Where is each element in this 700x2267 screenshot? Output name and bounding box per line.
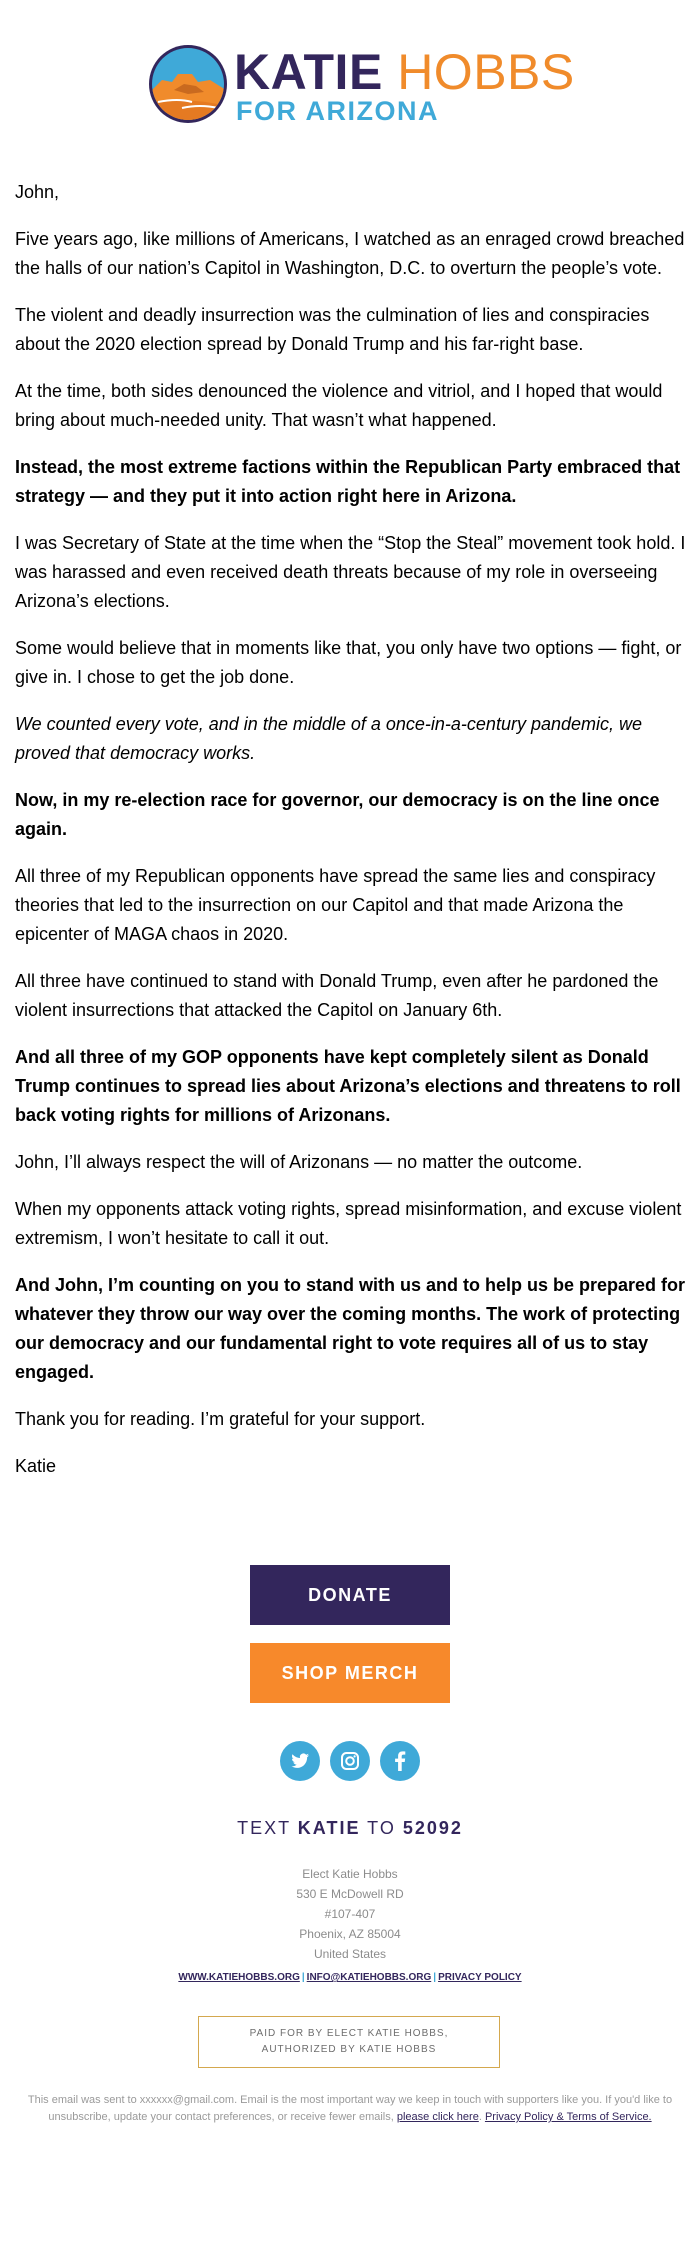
- link-separator: |: [433, 1972, 437, 1983]
- paragraph: I was Secretary of State at the time when the “Stop the Steal” movement took hold. I was harassed and even received death threats because of my role in overseeing Arizona’s elections.: [15, 533, 686, 611]
- paragraph: Thank you for reading. I’m grateful for your support.: [15, 1409, 426, 1429]
- privacy-policy-link[interactable]: PRIVACY POLICY: [438, 1972, 522, 1983]
- footer-links: [0, 1972, 700, 1983]
- logo-subtitle: FOR ARIZONA: [236, 96, 439, 126]
- paragraph-bold: Now, in my re-election race for governor, our democracy is on the line once again.: [15, 790, 660, 839]
- arizona-landscape-logo-icon: [148, 44, 228, 124]
- sms-number: 52092: [402, 1818, 463, 1838]
- greeting: John,: [15, 182, 60, 202]
- paragraph: When my opponents attack voting rights, spread misinformation, and excuse violent extremism, I won’t hesitate to call it out.: [15, 1199, 682, 1248]
- address-line: United States: [313, 1947, 387, 1961]
- paragraph-bold: And John, I’m counting on you to stand with us and to help us be prepared for whatever they throw our way over the coming months. The work of protecting our democracy and our fundamental right to vote requires all of us to stay engaged.: [15, 1275, 685, 1382]
- facebook-icon: [380, 1741, 420, 1781]
- sms-signup-text: [0, 1818, 700, 1839]
- paragraph-bold: Instead, the most extreme factions within the Republican Party embraced that strategy — and they put it into action right here in Arizona.: [15, 457, 681, 506]
- shop-merch-button[interactable]: SHOP MERCH: [250, 1643, 450, 1703]
- signature: Katie: [15, 1456, 57, 1476]
- paragraph: At the time, both sides denounced the violence and vitriol, and I hoped that would bring about much-needed unity. That wasn’t what happened.: [15, 381, 663, 430]
- link-separator: |: [301, 1972, 305, 1983]
- website-link[interactable]: WWW.KATIEHOBBS.ORG: [178, 1972, 300, 1983]
- footer-period: .: [478, 2111, 482, 2123]
- twitter-icon: [280, 1741, 320, 1781]
- paragraph: All three have continued to stand with Donald Trump, even after he pardoned the violent insurrections that attacked the Capitol on January 6th.: [15, 971, 659, 1020]
- paragraph: The violent and deadly insurrection was the culmination of lies and conspiracies about the 2020 election spread by Donald Trump and his far-right base.: [15, 305, 650, 354]
- logo-last-name: HOBBS: [397, 44, 575, 100]
- facebook-link[interactable]: [380, 1741, 420, 1781]
- campaign-logo: [148, 44, 575, 126]
- paragraph: Some would believe that in moments like that, you only have two options — fight, or give in. I chose to get the job done.: [15, 638, 682, 687]
- unsubscribe-note: [20, 2092, 680, 2126]
- paragraph: Five years ago, like millions of Americans, I watched as an enraged crowd breached the halls of our nation’s Capitol in Washington, D.C. to overturn the people’s vote.: [15, 229, 685, 278]
- address-line: #107-407: [324, 1907, 376, 1921]
- footer-text: This email was sent to xxxxxx@gmail.com. Email is the most important way we keep in touch with supporters like you. If you'd like to unsubscribe, update your contact preferences, or receive fewer emails,: [27, 2094, 673, 2123]
- letter-body: [15, 178, 690, 1499]
- disclaimer-line: AUTHORIZED BY KATIE HOBBS: [261, 2044, 437, 2055]
- mailing-address: [0, 1864, 700, 1964]
- paid-for-disclaimer: [198, 2016, 500, 2068]
- sms-prefix: TEXT: [237, 1818, 291, 1838]
- twitter-link[interactable]: [280, 1741, 320, 1781]
- paragraph: John, I’ll always respect the will of Arizonans — no matter the outcome.: [15, 1152, 583, 1172]
- sms-middle: TO: [367, 1818, 396, 1838]
- address-line: 530 E McDowell RD: [296, 1887, 404, 1901]
- logo-wordmark: [234, 46, 575, 98]
- instagram-link[interactable]: [330, 1741, 370, 1781]
- paragraph: All three of my Republican opponents have spread the same lies and conspiracy theories that led to the insurrection on our Capitol and that made Arizona the epicenter of MAGA chaos in 2020.: [15, 866, 656, 944]
- paragraph-italic: We counted every vote, and in the middle of a once-in-a-century pandemic, we proved that democracy works.: [15, 714, 643, 763]
- unsubscribe-link[interactable]: please click here: [396, 2111, 479, 2123]
- disclaimer-line: PAID FOR BY ELECT KATIE HOBBS,: [249, 2028, 449, 2039]
- donate-button[interactable]: DONATE: [250, 1565, 450, 1625]
- paragraph-bold: And all three of my GOP opponents have kept completely silent as Donald Trump continues to spread lies about Arizona’s elections and threatens to roll back voting rights for millions of Arizonans.: [15, 1047, 681, 1125]
- instagram-icon: [330, 1741, 370, 1781]
- address-line: Phoenix, AZ 85004: [299, 1927, 401, 1941]
- sms-keyword: KATIE: [297, 1818, 361, 1838]
- logo-first-name: KATIE: [234, 44, 383, 100]
- email-link[interactable]: INFO@KATIEHOBBS.ORG: [306, 1972, 432, 1983]
- address-line: Elect Katie Hobbs: [302, 1867, 398, 1881]
- terms-link[interactable]: Privacy Policy & Terms of Service.: [484, 2111, 652, 2123]
